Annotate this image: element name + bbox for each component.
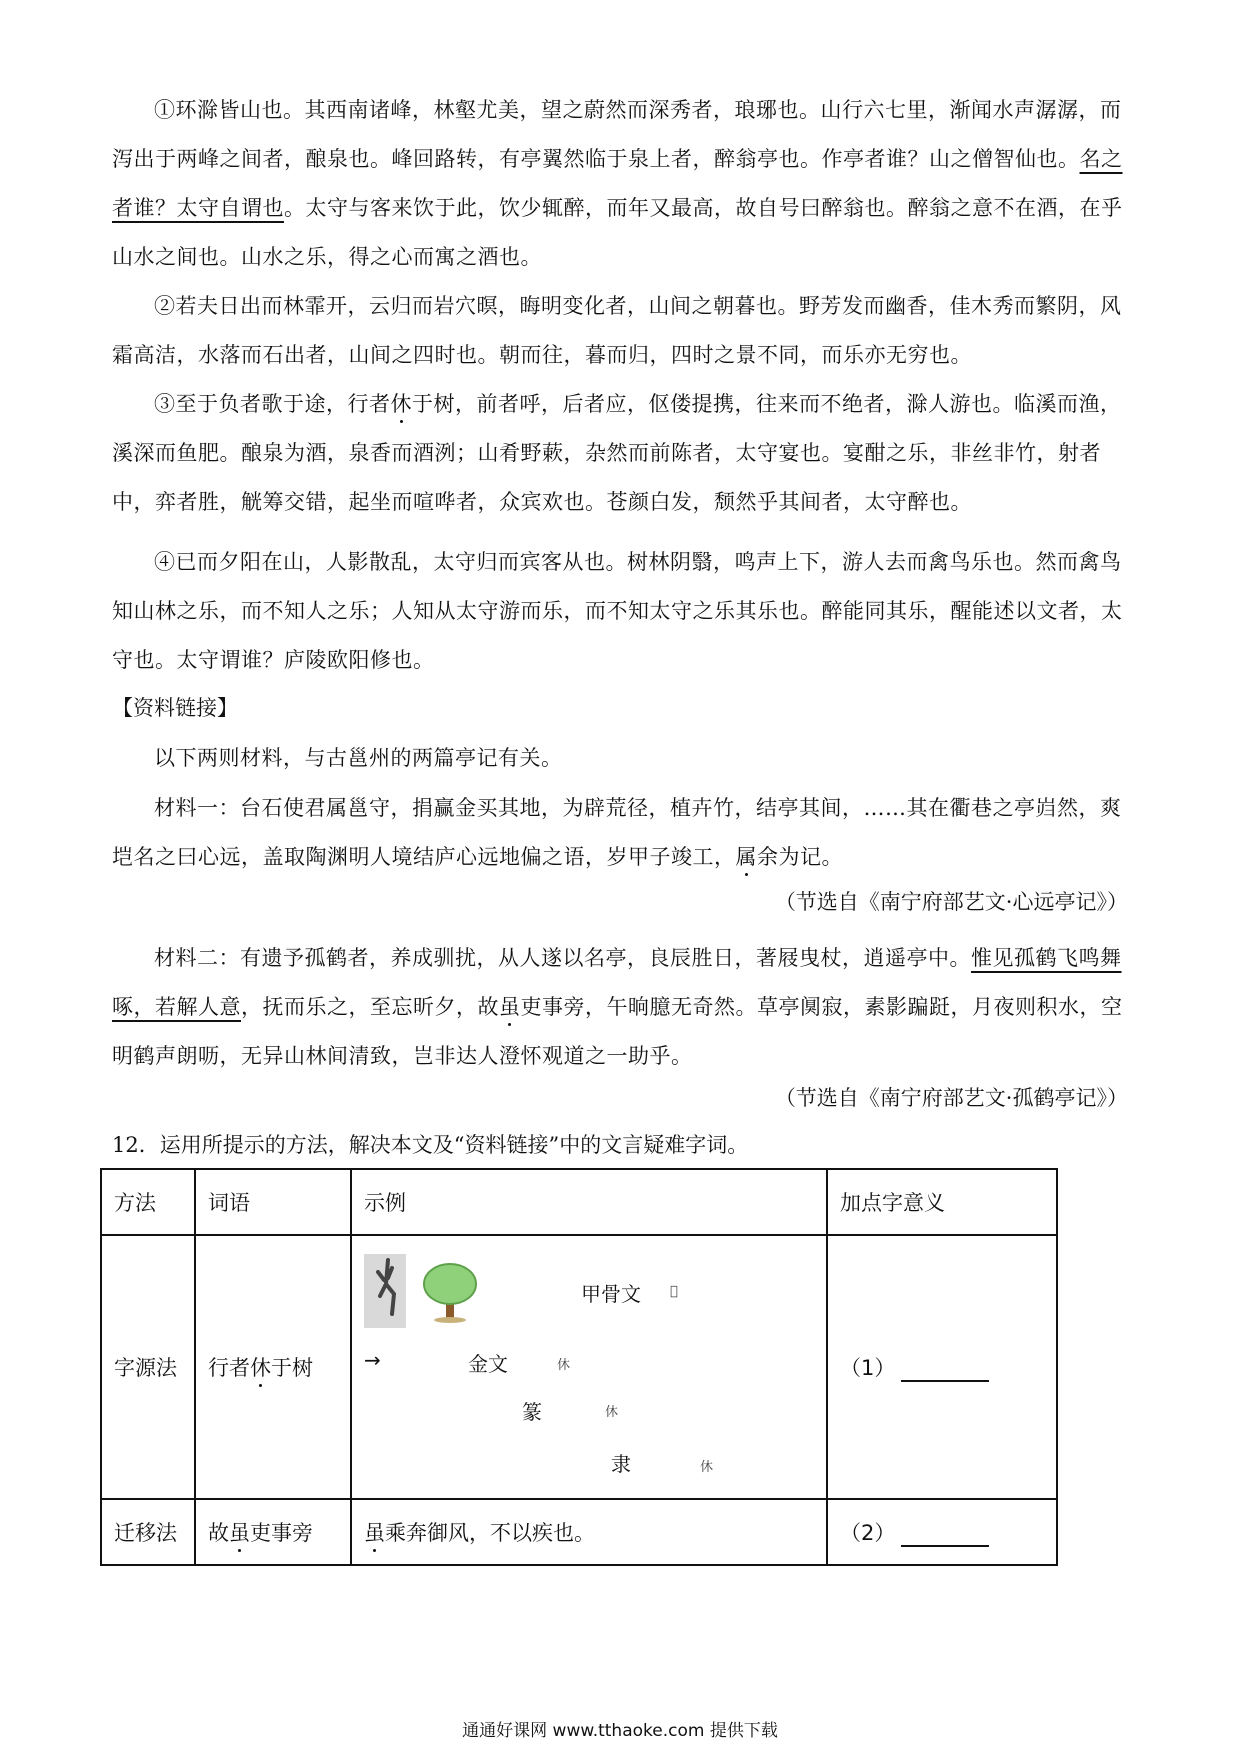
m1-text-b: 余为记。 [757, 845, 843, 869]
row1-answer-label: （1） [840, 1356, 896, 1380]
row1-answer [827, 1235, 1057, 1499]
question-table [100, 1168, 1058, 1566]
row2-phrase [195, 1499, 351, 1565]
label-jinwen: 金文 [468, 1352, 508, 1376]
header-method: 方法 [101, 1169, 195, 1235]
answer-blank-2[interactable] [901, 1525, 989, 1547]
row2-example [351, 1499, 827, 1565]
oracle-glyph-image [364, 1254, 406, 1328]
p3-dotted-char: 休 [390, 392, 412, 416]
header-phrase: 词语 [195, 1169, 351, 1235]
p1-underlined-sentence: 名之者谁？太守自谓也 [112, 147, 1123, 220]
page-footer: 通通好课网 www.tthaoke.com 提供下载 [462, 1721, 778, 1741]
row2-phrase-b: 吏事旁 [250, 1521, 313, 1545]
table-row [101, 1499, 1057, 1565]
passage-paragraph-3 [112, 380, 1132, 527]
m2-text-c: 吏事旁，午晌臆无奇然。草亭阒寂，素影蹁跹，月夜则积水，空明鹤声朗呖，无异山林间清致，岂非达人澄怀观道之一助乎。 [112, 995, 1123, 1068]
row1-phrase-b: 于树 [271, 1356, 313, 1380]
row2-phrase-a: 故 [208, 1521, 229, 1545]
row1-phrase-a: 行者 [208, 1356, 250, 1380]
p1-text-b: 。太守与客来饮于此，饮少辄醉，而年又最高，故自号曰醉翁也。醉翁之意不在酒，在乎山水之间也。山水之乐，得之心而寓之酒也。 [112, 196, 1123, 269]
link-intro: 以下两则材料，与古邕州的两篇亭记有关。 [154, 746, 563, 770]
row2-answer [827, 1499, 1057, 1565]
p3-text-a: ③至于负者歌于途，行者 [154, 392, 391, 416]
row2-answer-label: （2） [840, 1521, 896, 1545]
row1-example [351, 1235, 827, 1499]
row2-example-dotted-char: 虽 [364, 1521, 385, 1545]
row2-dotted-char: 虽 [229, 1521, 250, 1545]
label-li: 隶 [611, 1452, 631, 1476]
link-heading: 【资料链接】 [112, 696, 238, 720]
label-zhuan: 篆 [522, 1400, 542, 1424]
header-example: 示例 [351, 1169, 827, 1235]
m1-dotted-char: 属 [735, 845, 757, 869]
m1-text-a: 材料一：台石使君属邕守，捐赢金买其地，为辟荒径，植卉竹，结亭其间，……其在衢巷之亭岿然，爽垲名之曰心远，盖取陶渊明人境结庐心远地偏之语，岁甲子竣工， [112, 796, 1122, 869]
material-1 [112, 784, 1132, 882]
p1-text-a: ①环滁皆山也。其西南诸峰，林壑尤美，望之蔚然而深秀者，琅琊也。山行六七里，渐闻水声潺潺，而泻出于两峰之间者，酿泉也。峰回路转，有亭翼然临于泉上者，醉翁亭也。作亭者谁？山之僧智仙也。 [112, 98, 1122, 171]
row1-dotted-char: 休 [250, 1356, 271, 1380]
zhuan-glyph-icon: 休 [605, 1405, 619, 1420]
material-2 [112, 934, 1132, 1081]
jinwen-glyph-icon: 休 [557, 1358, 571, 1373]
material-1-source: （节选自《南宁府部艺文·心远亭记》） [774, 890, 1128, 914]
m2-underlined-sentence: 惟见孤鹤飞鸣舞啄，若解人意 [112, 946, 1122, 1019]
li-glyph-icon: 休 [700, 1460, 714, 1475]
passage-paragraph-4: ④已而夕阳在山，人影散乱，太守归而宾客从也。树林阴翳，鸣声上下，游人去而禽鸟乐也。然而禽鸟知山林之乐，而不知人之乐；人知从太守游而乐，而不知太守之乐其乐也。醉能同其乐，醒能述以文者，太守也。太守谓谁？庐陵欧阳修也。 [112, 550, 1123, 672]
label-jiaguwen: 甲骨文 [581, 1282, 641, 1306]
tree-icon [420, 1262, 480, 1324]
m2-text-b: ，抚而乐之，至忘昕夕，故 [241, 995, 499, 1019]
arrow: → [364, 1348, 381, 1372]
etymology-illustration [352, 1236, 826, 1498]
row2-example-text: 乘奔御风，不以疾也。 [385, 1521, 595, 1545]
header-meaning: 加点字意义 [827, 1169, 1057, 1235]
question-12-prompt: 12．运用所提示的方法，解决本文及“资料链接”中的文言疑难字词。 [112, 1133, 749, 1157]
m2-text-a: 材料二：有遗予孤鹤者，养成驯扰，从人遂以名亭，良辰胜日，著屐曳杖，逍遥亭中。 [154, 946, 971, 970]
table-row [101, 1235, 1057, 1499]
passage-paragraph-1 [112, 86, 1132, 282]
row2-method: 迁移法 [101, 1499, 195, 1565]
answer-blank-1[interactable] [901, 1360, 989, 1382]
table-header-row [101, 1169, 1057, 1235]
p3-text-b: 于树，前者呼，后者应，伛偻提携，往来而不绝者，滁人游也。临溪而渔，溪深而鱼肥。酿泉为酒，泉香而酒洌；山肴野蔌，杂然而前陈者，太守宴也。宴酣之乐，非丝非竹，射者中，弈者胜，觥筹交错，起坐而喧哗者，众宾欢也。苍颜白发，颓然乎其间者，太守醉也。 [112, 392, 1122, 514]
jiaguwen-glyph-icon: 𠈏 [670, 1284, 678, 1299]
m2-dotted-char: 虽 [499, 995, 521, 1019]
material-2-source: （节选自《南宁府部艺文·孤鹤亭记》） [774, 1086, 1128, 1110]
passage-paragraph-2: ②若夫日出而林霏开，云归而岩穴暝，晦明变化者，山间之朝暮也。野芳发而幽香，佳木秀而繁阴，风霜高洁，水落而石出者，山间之四时也。朝而往，暮而归，四时之景不同，而乐亦无穷也。 [112, 294, 1122, 367]
row1-phrase [195, 1235, 351, 1499]
row1-method: 字源法 [101, 1235, 195, 1499]
